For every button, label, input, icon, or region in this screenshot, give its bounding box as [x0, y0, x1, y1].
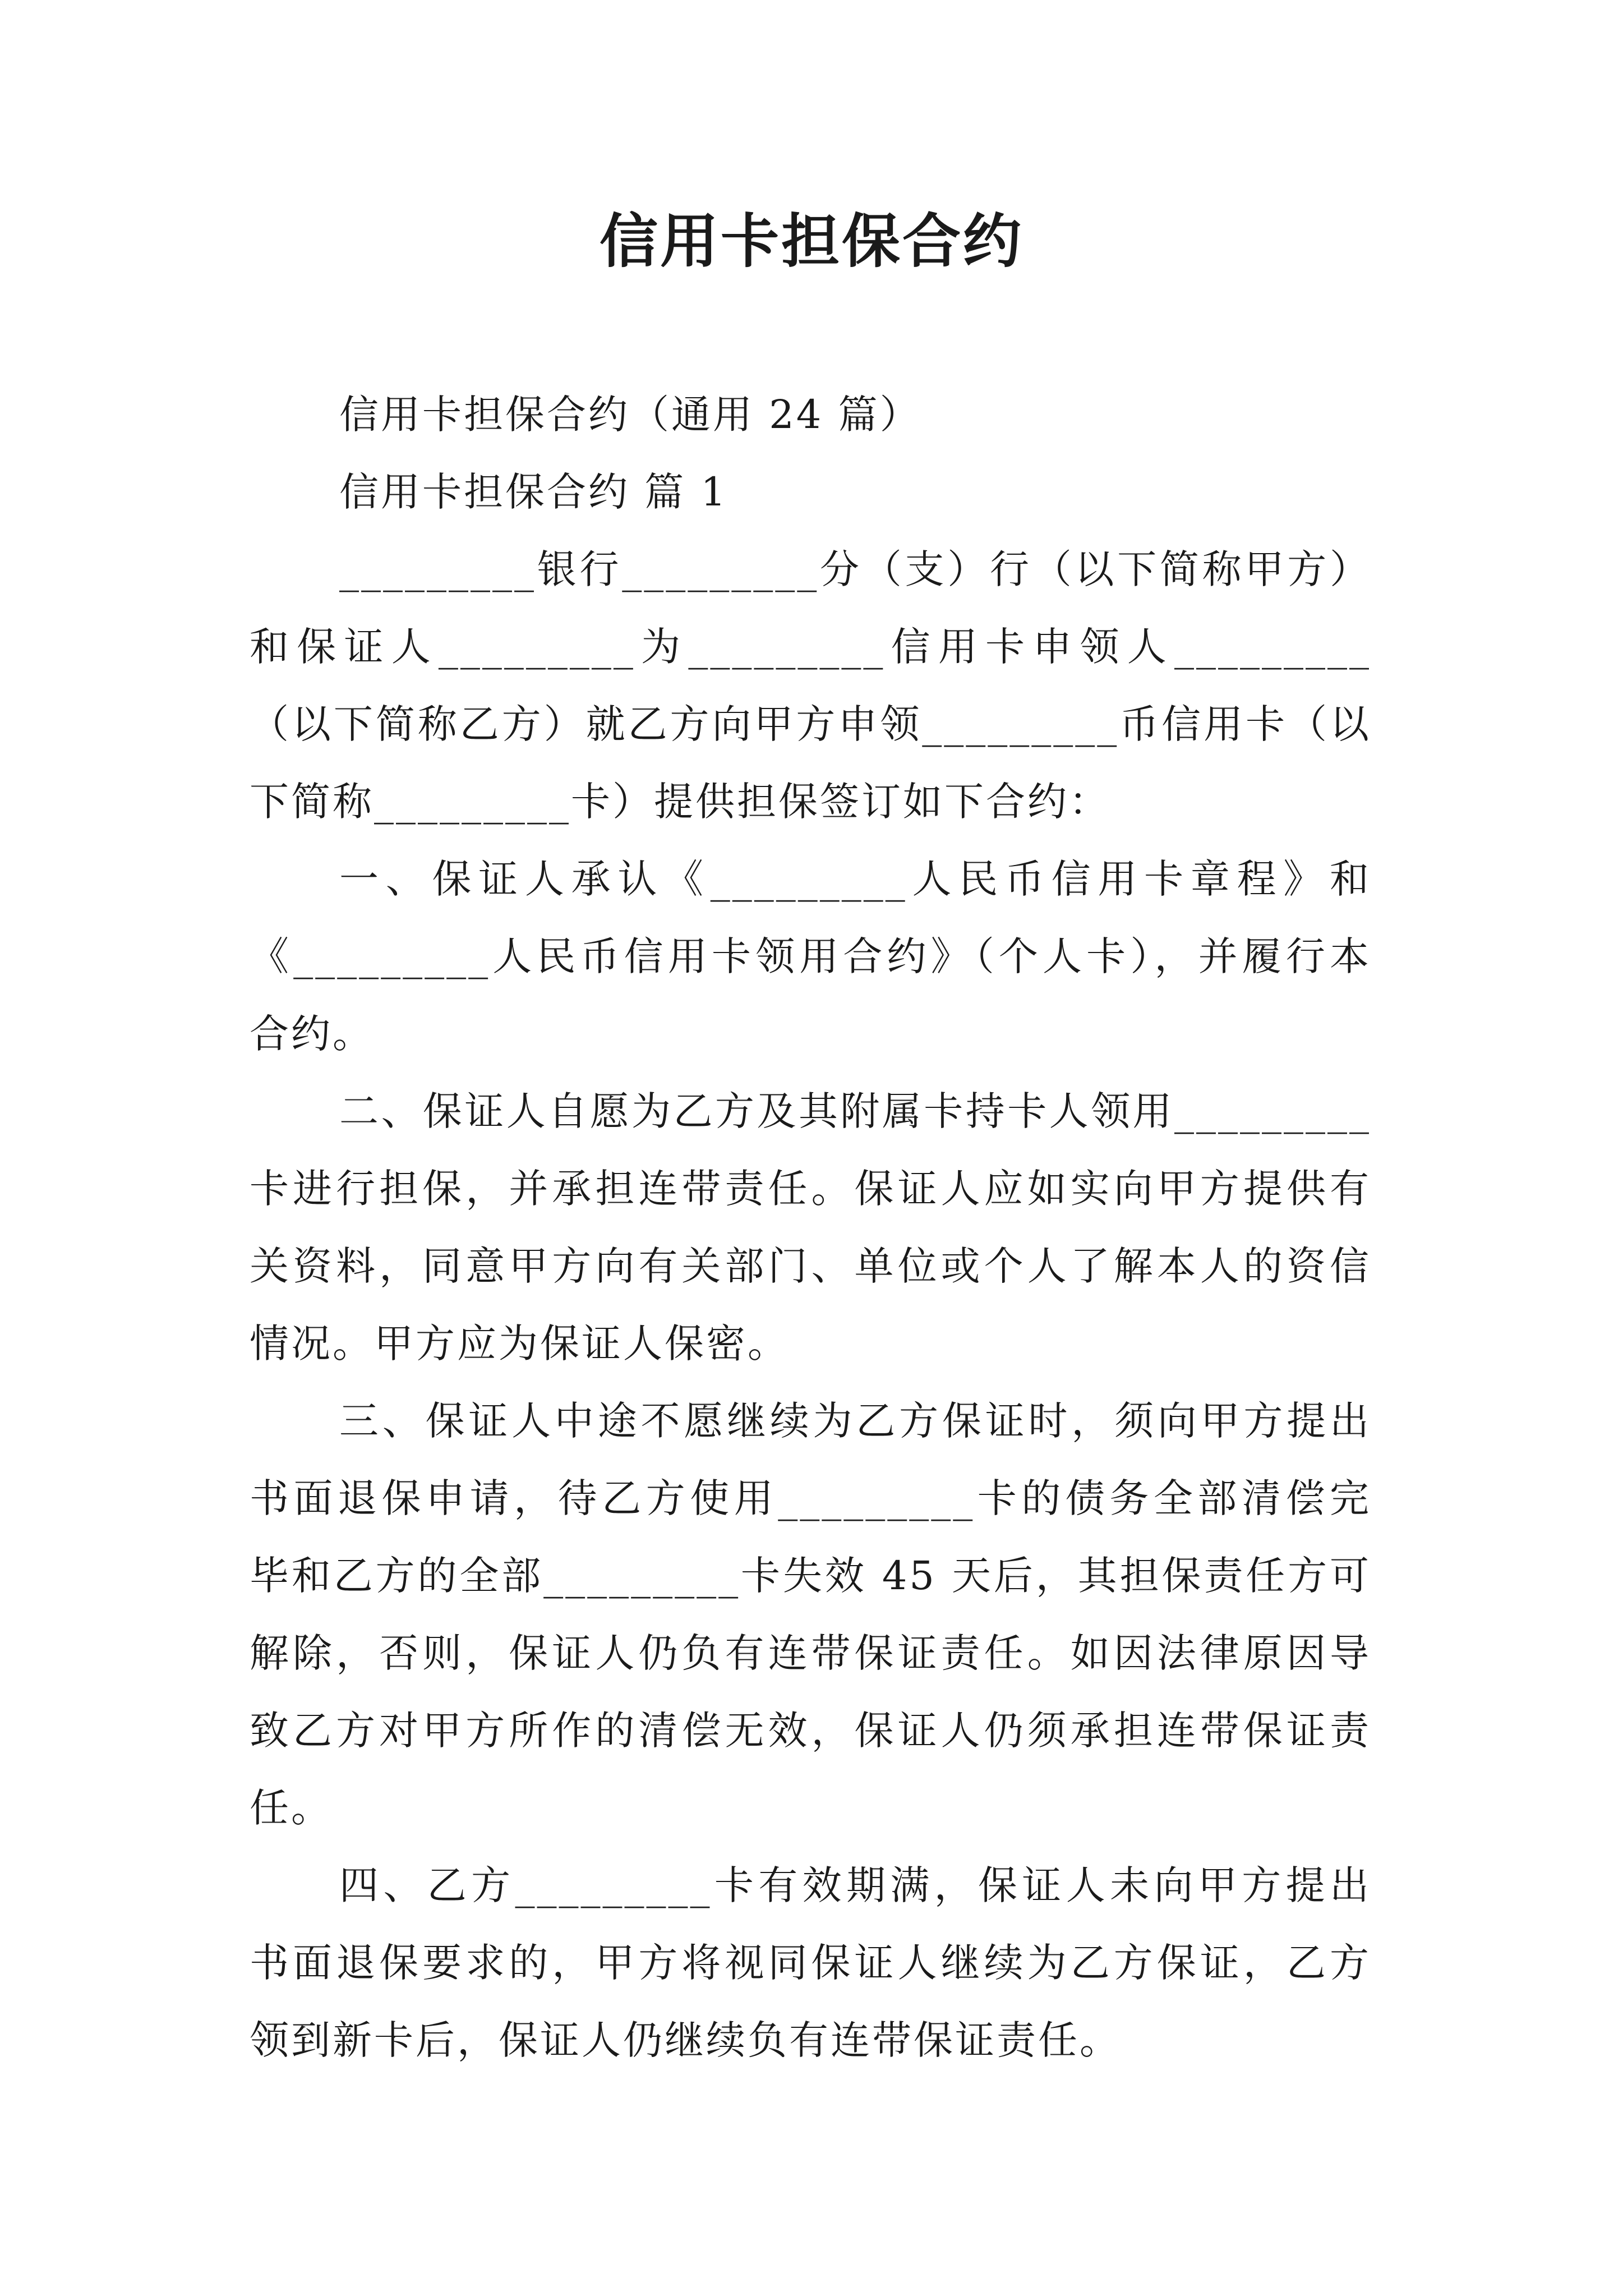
text-line: 下简称_________卡）提供担保签订如下合约： — [250, 779, 1110, 825]
text-line: 书面退保要求的，甲方将视同保证人继续为乙方保证，乙方 — [250, 1940, 1371, 1986]
text-line: 和保证人_________为_________信用卡申领人_________ — [250, 624, 1371, 670]
text-line: 书面退保申请，待乙方使用_________卡的债务全部清偿完 — [250, 1475, 1371, 1521]
document-subtitle: 信用卡担保合约（通用 24 篇） — [339, 392, 921, 438]
text-line: 三、保证人中途不愿继续为乙方保证时，须向甲方提出 — [339, 1398, 1371, 1444]
text-line: 情况。甲方应为保证人保密。 — [250, 1320, 789, 1366]
text-line: 领到新卡后，保证人仍继续负有连带保证责任。 — [250, 2017, 1121, 2063]
text-line: 解除，否则，保证人仍负有连带保证责任。如因法律原因导 — [250, 1630, 1371, 1676]
text-line: 致乙方对甲方所作的清偿无效，保证人仍须承担连带保证责 — [250, 1708, 1371, 1754]
text-line: 任。 — [250, 1785, 333, 1831]
text-line: （以下简称乙方）就乙方向甲方申领_________币信用卡（以 — [250, 701, 1371, 747]
document-title: 信用卡担保合约 — [599, 207, 1023, 275]
text-line: 四、乙方_________卡有效期满，保证人未向甲方提出 — [339, 1862, 1371, 1908]
document-body — [250, 376, 1371, 2079]
text-line: 二、保证人自愿为乙方及其附属卡持卡人领用_________ — [339, 1088, 1371, 1134]
text-line: 毕和乙方的全部_________卡失效 45 天后，其担保责任方可 — [250, 1553, 1371, 1599]
text-line: 《_________人民币信用卡领用合约》（个人卡），并履行本 — [250, 933, 1371, 979]
text-line: 合约。 — [250, 1011, 374, 1057]
text-line: 关资料，同意甲方向有关部门、单位或个人了解本人的资信 — [250, 1243, 1371, 1289]
text-line: _________银行_________分（支）行（以下简称甲方） — [339, 546, 1371, 592]
text-line: 一、保证人承认《_________人民币信用卡章程》和 — [339, 856, 1371, 902]
text-line: 卡进行担保，并承担连带责任。保证人应如实向甲方提供有 — [250, 1166, 1371, 1212]
section-heading: 信用卡担保合约 篇 1 — [339, 469, 728, 515]
